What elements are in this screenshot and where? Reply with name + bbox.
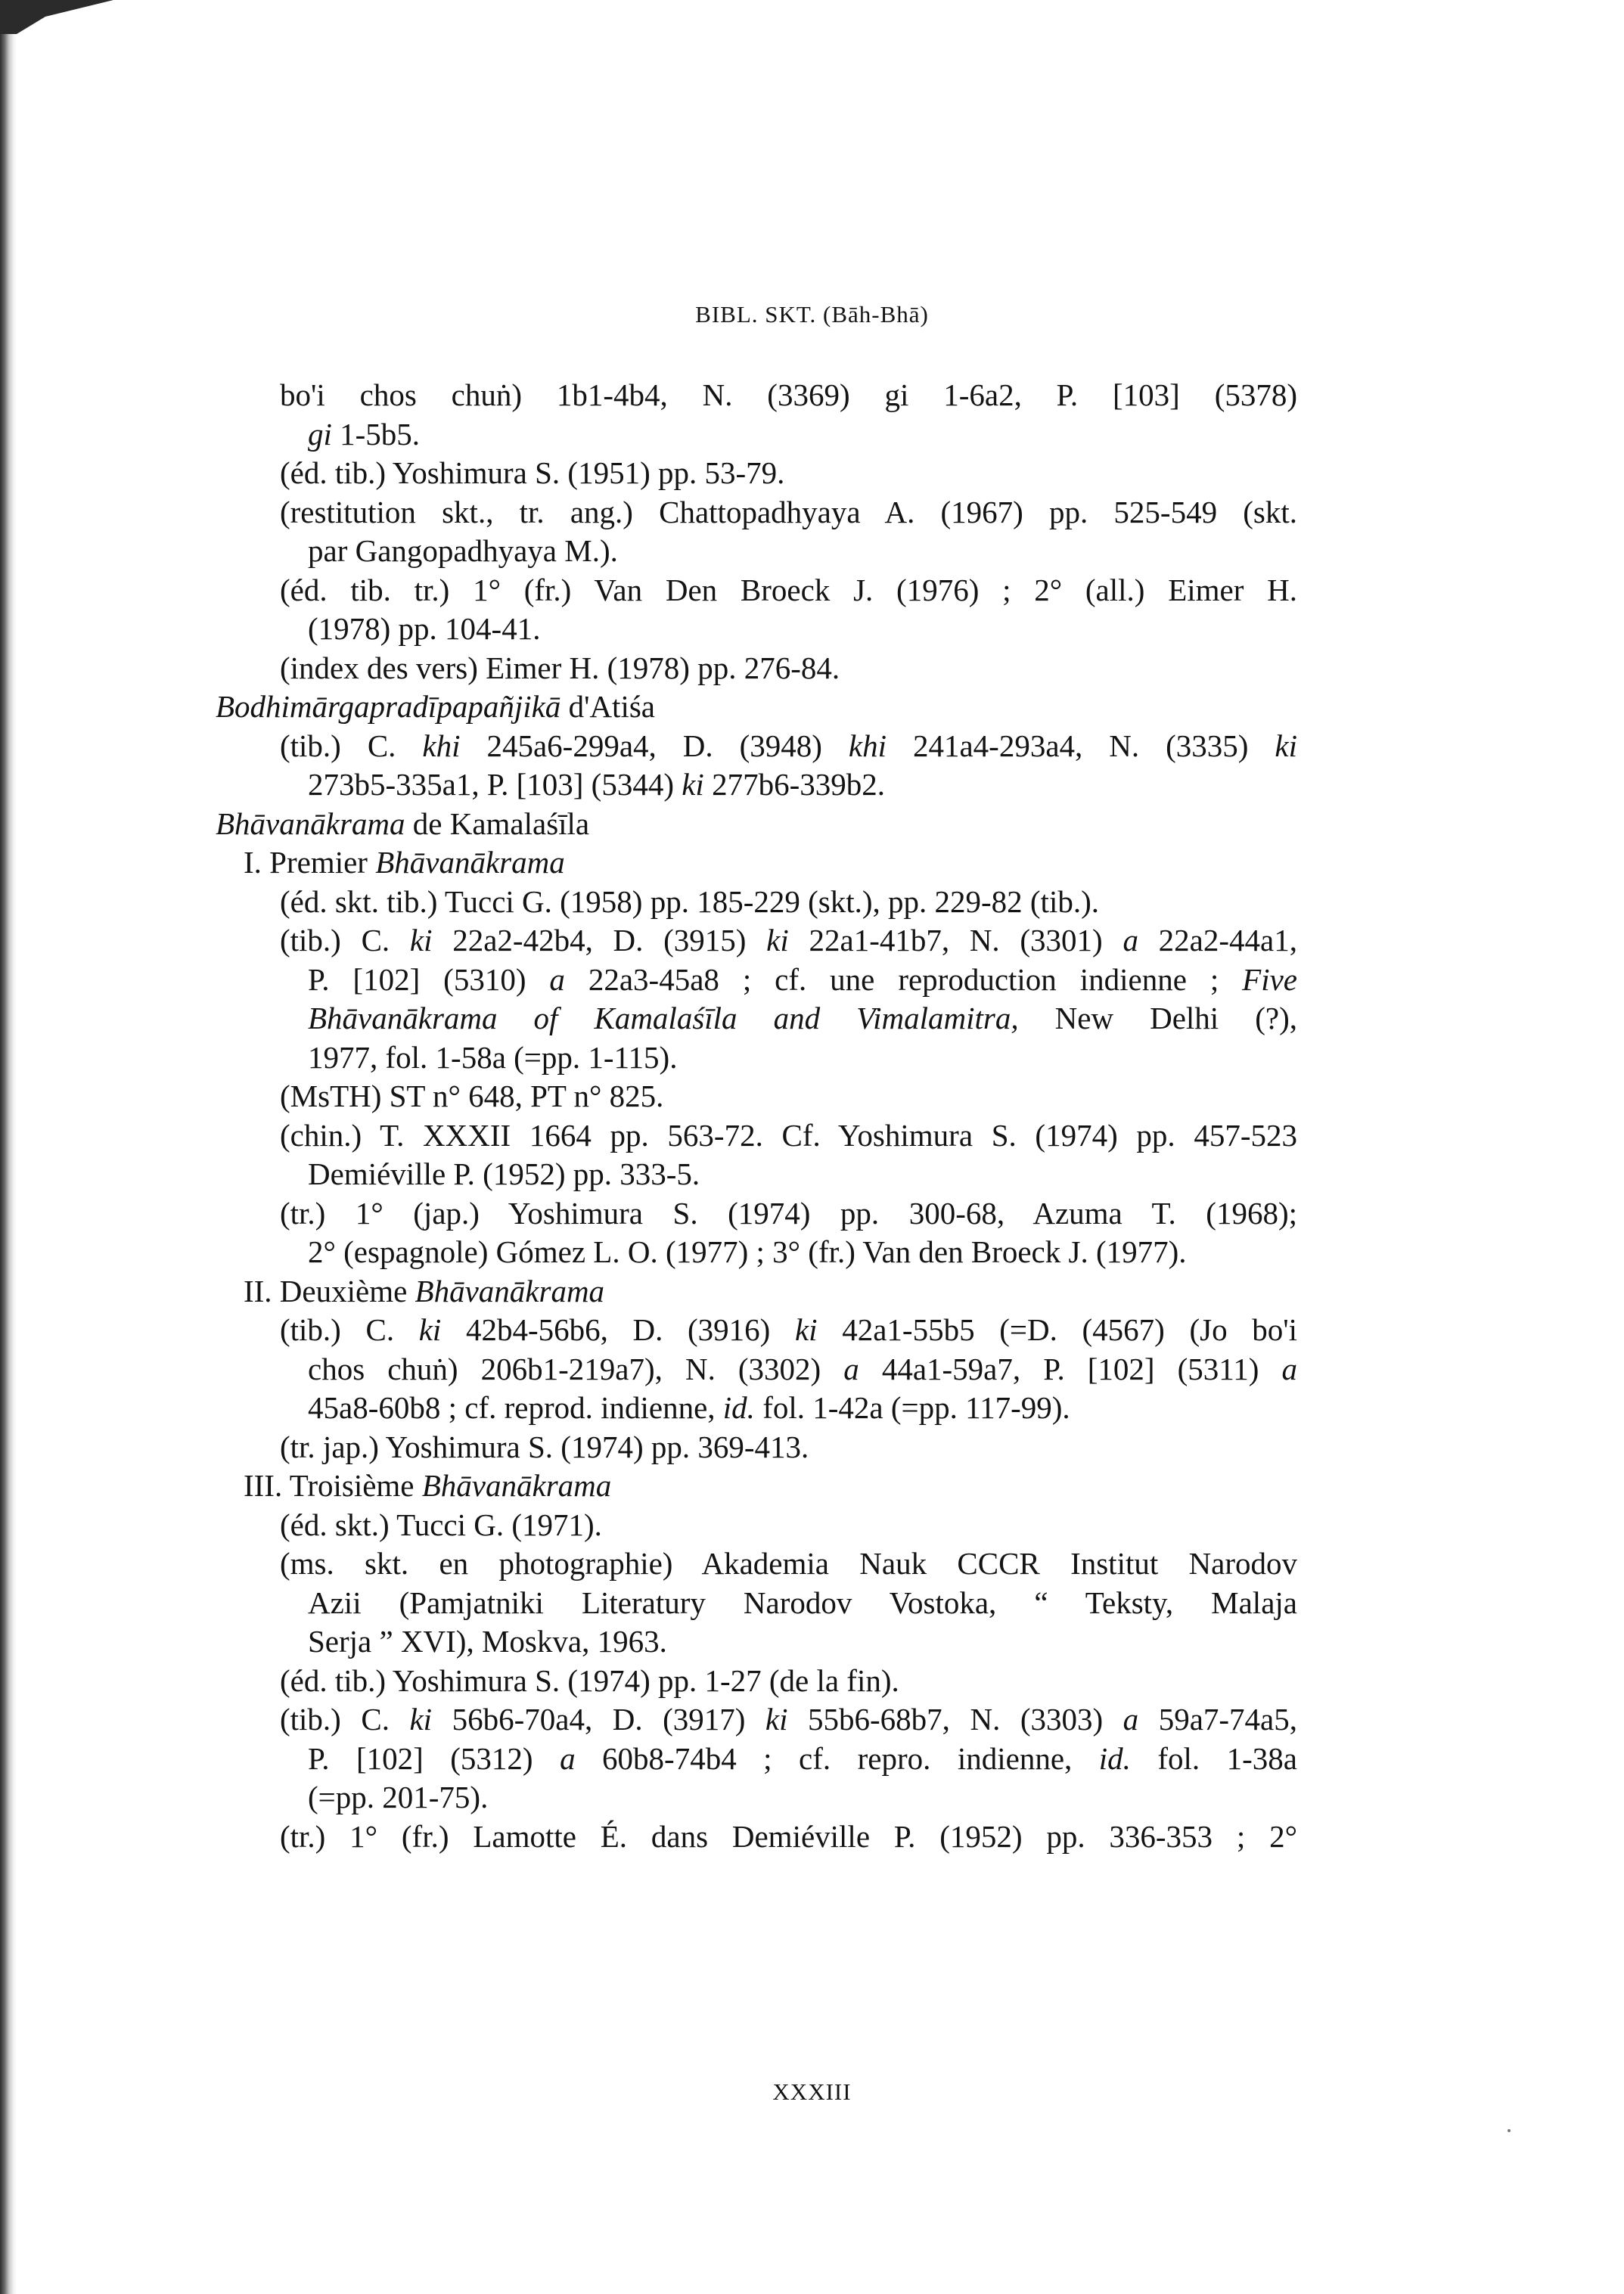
text-line xyxy=(216,1740,1297,1779)
text-span: 59a7-74a5, xyxy=(1138,1702,1297,1737)
text-line xyxy=(216,376,1297,415)
page-number: XXXIII xyxy=(772,2078,852,2105)
italic-text-span: a xyxy=(1281,1351,1297,1386)
text-span: de Kamalaśīla xyxy=(405,806,590,841)
running-header: BIBL. SKT. (Bāh-Bhā) xyxy=(695,301,929,327)
text-line xyxy=(216,610,1297,649)
italic-text-span: Bhāvanākrama xyxy=(415,1273,605,1308)
text-span: (tib.) C. xyxy=(280,923,410,958)
text-line xyxy=(216,999,1297,1038)
text-span: 42a1-55b5 (=D. (4567) (Jo bo'i xyxy=(817,1312,1297,1347)
text-line xyxy=(216,1038,1297,1078)
italic-text-span: ki xyxy=(794,1312,818,1347)
text-span: Azii (Pamjatniki Literatury Narodov Vostoka, “ Teksty, Malaja xyxy=(308,1585,1297,1620)
italic-text-span: khi xyxy=(848,728,887,763)
text-span: Serja ” XVI), Moskva, 1963. xyxy=(308,1624,667,1659)
italic-text-span: ki xyxy=(1275,728,1297,763)
italic-text-span: ki xyxy=(766,923,789,958)
italic-text-span: Bhāvanākrama xyxy=(421,1468,612,1503)
text-span: (MsTH) ST n° 648, PT n° 825. xyxy=(280,1079,664,1113)
text-span: (tib.) C. xyxy=(280,728,423,763)
italic-text-span: id. xyxy=(722,1390,755,1425)
italic-text-span: khi xyxy=(422,728,461,763)
text-span: (ms. skt. en photographie) Akademia Nauk CCCR Institut Narodov xyxy=(280,1546,1297,1581)
text-line xyxy=(216,1389,1297,1428)
text-line xyxy=(216,1272,1297,1312)
text-span: 45a8-60b8 ; cf. reprod. indienne, xyxy=(308,1390,723,1425)
text-span: 2° (espagnole) Gómez L. O. (1977) ; 3° (fr.) Van den Broeck J. (1977). xyxy=(308,1234,1187,1269)
text-span: 277b6-339b2. xyxy=(703,767,885,802)
text-line xyxy=(216,1077,1297,1116)
text-line xyxy=(216,1428,1297,1467)
text-span: New Delhi (?), xyxy=(1018,1001,1297,1035)
text-span: par Gangopadhyaya M.). xyxy=(308,533,618,568)
text-line xyxy=(216,961,1297,1000)
text-line xyxy=(216,1155,1297,1194)
text-line xyxy=(216,727,1297,766)
italic-text-span: Bhāvanākrama of Kamalaśīla and Vimalamitra, xyxy=(308,1001,1019,1035)
text-span: 22a3-45a8 ; cf. une reproduction indienne ; xyxy=(564,961,1243,997)
text-span: 273b5-335a1, P. [103] (5344) xyxy=(308,767,682,802)
text-span: (tib.) C. xyxy=(280,1702,410,1737)
text-line xyxy=(216,1116,1297,1156)
text-span: 245a6-299a4, D. (3948) xyxy=(460,728,849,763)
text-line xyxy=(216,415,1297,455)
text-span: 22a2-42b4, D. (3915) xyxy=(432,923,767,958)
italic-text-span: ki xyxy=(418,1312,442,1347)
text-span: 55b6-68b7, N. (3303) xyxy=(787,1702,1123,1737)
text-line xyxy=(216,1700,1297,1740)
text-span: 241a4-293a4, N. (3335) xyxy=(887,728,1275,763)
text-span: 42b4-56b6, D. (3916) xyxy=(441,1312,795,1347)
text-line xyxy=(216,1662,1297,1701)
italic-text-span: gi xyxy=(308,416,332,452)
text-line xyxy=(216,883,1297,922)
book-spine-shadow xyxy=(0,0,17,2294)
text-line xyxy=(216,1194,1297,1234)
italic-text-span: Bodhimārgapradīpapañjikā xyxy=(216,689,561,724)
text-line xyxy=(216,1350,1297,1389)
italic-text-span: id. xyxy=(1098,1740,1131,1776)
text-line xyxy=(216,1818,1297,1857)
text-span: (tr. jap.) Yoshimura S. (1974) pp. 369-413. xyxy=(280,1429,809,1464)
italic-text-span: a xyxy=(1123,923,1138,958)
text-span: (chin.) T. XXXII 1664 pp. 563-72. Cf. Yoshimura S. (1974) pp. 457-523 xyxy=(280,1117,1297,1153)
text-span: (éd. skt. tib.) Tucci G. (1958) pp. 185-229 (skt.), pp. 229-82 (tib.). xyxy=(280,883,1099,919)
text-span: 22a2-44a1, xyxy=(1138,923,1297,958)
text-line xyxy=(216,1506,1297,1545)
italic-text-span: a xyxy=(843,1351,859,1386)
italic-text-span: ki xyxy=(409,1702,433,1737)
text-line xyxy=(216,454,1297,493)
text-span: (éd. tib.) Yoshimura S. (1974) pp. 1-27 (de la fin). xyxy=(280,1662,899,1698)
text-line xyxy=(216,649,1297,688)
text-line xyxy=(216,1778,1297,1818)
text-line xyxy=(216,1467,1297,1506)
text-line xyxy=(216,1544,1297,1584)
text-span: fol. 1-38a xyxy=(1130,1740,1298,1776)
text-span: (éd. tib. tr.) 1° (fr.) Van Den Broeck J. (1976) ; 2° (all.) Eimer H. xyxy=(280,572,1297,607)
text-span: 1-5b5. xyxy=(331,416,421,452)
text-line xyxy=(216,532,1297,571)
text-span: (=pp. 201-75). xyxy=(308,1780,489,1814)
text-line xyxy=(216,493,1297,532)
text-line xyxy=(216,843,1297,883)
text-span: 60b8-74b4 ; cf. repro. indienne, xyxy=(575,1740,1099,1776)
italic-text-span: a xyxy=(560,1740,576,1776)
paper-speck xyxy=(1508,2129,1511,2132)
text-line xyxy=(216,765,1297,805)
text-span: chos chuṅ) 206b1-219a7), N. (3302) xyxy=(308,1351,844,1386)
italic-text-span: Five xyxy=(1242,961,1298,997)
text-span: Demiéville P. (1952) pp. 333-5. xyxy=(308,1156,700,1191)
text-span: III. Troisième xyxy=(244,1468,422,1503)
text-line xyxy=(216,1311,1297,1350)
italic-text-span: ki xyxy=(765,1702,788,1737)
text-span: P. [102] (5310) xyxy=(308,961,550,997)
binding-edge-mark xyxy=(0,0,113,34)
text-line xyxy=(216,571,1297,610)
italic-text-span: a xyxy=(549,961,565,997)
bibliography-text xyxy=(216,376,1297,1856)
text-span: 1977, fol. 1-58a (=pp. 1-115). xyxy=(308,1039,678,1075)
text-span: bo'i chos chuṅ) 1b1-4b4, N. (3369) gi 1-6a2, P. [103] (5378) xyxy=(280,377,1297,412)
text-span: 56b6-70a4, D. (3917) xyxy=(432,1702,765,1737)
text-span: (index des vers) Eimer H. (1978) pp. 276-84. xyxy=(280,650,840,685)
text-span: fol. 1-42a (=pp. 117-99). xyxy=(754,1390,1070,1425)
italic-text-span: a xyxy=(1123,1702,1139,1737)
text-span: (éd. skt.) Tucci G. (1971). xyxy=(280,1507,602,1542)
text-span: (éd. tib.) Yoshimura S. (1951) pp. 53-79. xyxy=(280,455,785,490)
italic-text-span: ki xyxy=(409,923,433,958)
text-span: (tib.) C. xyxy=(280,1312,419,1347)
text-span: (tr.) 1° (fr.) Lamotte É. dans Demiéville P. (1952) pp. 336-353 ; 2° xyxy=(280,1818,1297,1854)
text-line xyxy=(216,1233,1297,1272)
text-span: (1978) pp. 104-41. xyxy=(308,611,541,646)
text-line xyxy=(216,688,1297,727)
text-span: (restitution skt., tr. ang.) Chattopadhyaya A. (1967) pp. 525-549 (skt. xyxy=(280,494,1297,529)
text-span: d'Atiśa xyxy=(560,689,655,724)
text-span: 22a1-41b7, N. (3301) xyxy=(788,923,1123,958)
italic-text-span: Bhāvanākrama xyxy=(216,806,405,841)
text-span: (tr.) 1° (jap.) Yoshimura S. (1974) pp. 300-68, Azuma T. (1968); xyxy=(280,1195,1297,1231)
text-line xyxy=(216,1584,1297,1623)
italic-text-span: ki xyxy=(682,767,704,802)
text-span: 44a1-59a7, P. [102] (5311) xyxy=(859,1351,1282,1386)
text-span: II. Deuxième xyxy=(244,1273,415,1308)
italic-text-span: Bhāvanākrama xyxy=(375,845,565,880)
text-line xyxy=(216,921,1297,961)
text-span: I. Premier xyxy=(244,845,376,880)
text-line xyxy=(216,805,1297,844)
text-span: P. [102] (5312) xyxy=(308,1740,560,1776)
text-line xyxy=(216,1622,1297,1662)
